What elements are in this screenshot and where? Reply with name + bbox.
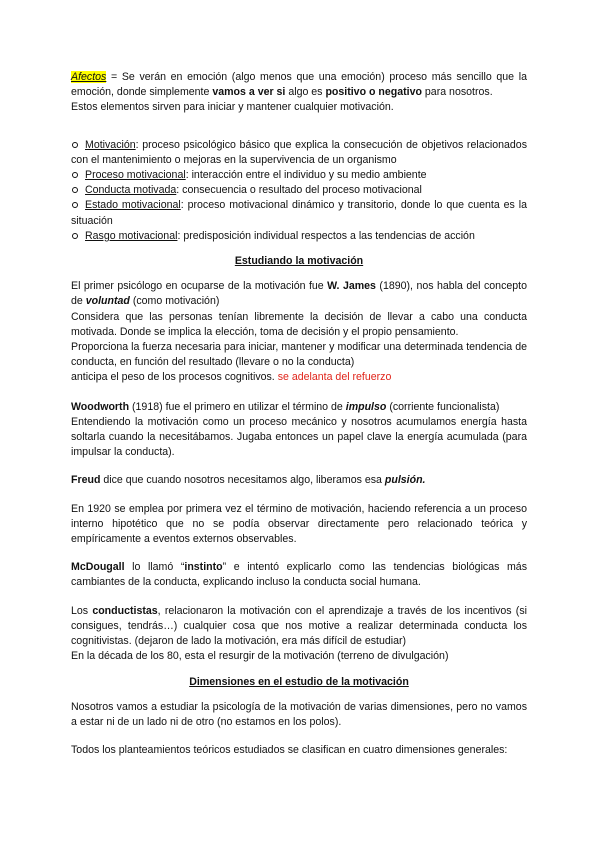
paragraph: Considera que las personas tenían libremente la decisión de llevar a cabo una conducta motivada. Donde se implica la elección, toma de decisión y el propio pensamiento. (71, 310, 527, 338)
section-heading: Estudiando la motivación (234, 255, 364, 268)
document-page (71, 70, 527, 758)
red-note: se adelanta del refuerzo (277, 371, 392, 384)
bullet-icon (71, 201, 79, 209)
bullet-icon (71, 232, 79, 240)
bullet-icon (71, 186, 79, 194)
bullet-item: Proceso motivacional: interacción entre el individuo y su medio ambiente (71, 168, 527, 183)
bullet-icon (71, 171, 79, 179)
paragraph: En la década de los 80, esta el resurgir de la motivación (terreno de divulgación) (71, 650, 449, 663)
james-paragraph: El primer psicólogo en ocuparse de la motivación fue W. James (1890), nos habla del concepto de voluntad (como motivación) (71, 280, 527, 308)
woodworth-paragraph: Woodworth (1918) fue el primero en utilizar el término de impulso (corriente funcionalista) (71, 400, 500, 413)
paragraph: Entendiendo la motivación como un proceso mecánico y nosotros acumulamos energía hasta soltarla cuando la necesitábamos. Jugaba entonces un papel clave la energía acumulada (para impulsar la conducta). (71, 415, 527, 459)
bullet-item: Rasgo motivacional: predisposición individual respectos a las tendencias de acción (71, 229, 527, 244)
section-heading: Dimensiones en el estudio de la motivación (189, 675, 409, 688)
paragraph: anticipa el peso de los procesos cognitivos. se adelanta del refuerzo (71, 371, 392, 384)
conductistas-paragraph: Los conductistas, relacionaron la motivación con el aprendizaje a través de los incentivos (si consigues, tendrás…) cualquier cosa que nos motive a realizar determinada conducta los cognitivistas. (dejaron de lado la motivación, era más difícil de estudiar) (71, 604, 527, 648)
paragraph: Todos los planteamientos teóricos estudiados se clasifican en cuatro dimensiones generales: (71, 744, 508, 757)
paragraph: Proporciona la fuerza necesaria para iniciar, mantener y modificar una determinada tendencia de conducta, en función del resultado (llevare o no la conducta) (71, 341, 527, 369)
paragraph: Nosotros vamos a estudiar la psicología de la motivación de varias dimensiones, pero no vamos a estar ni de un lado ni de otro (no estamos en los polos). (71, 700, 527, 728)
bullet-item: Motivación: proceso psicológico básico que explica la consecución de objetivos relacionados con el mantenimiento o mejoras en la supervivencia de un organismo (71, 138, 527, 166)
afectos-paragraph: Afectos = Se verán en emoción (algo menos que una emoción) proceso más sencillo que la emoción, donde simplemente vamos a ver si algo es positivo o negativo para nosotros. (71, 71, 527, 99)
afectos-line2: Estos elementos sirven para iniciar y mantener cualquier motivación. (71, 101, 394, 114)
mcdougall-paragraph: McDougall lo llamó “instinto” e intentó explicarlo como las tendencias biológicas más cambiantes de la conducta, explicando incluso la conducta social humana. (71, 561, 527, 589)
bullet-item: Conducta motivada: consecuencia o resultado del proceso motivacional (71, 183, 527, 198)
bullet-icon (71, 141, 79, 149)
freud-paragraph: Freud dice que cuando nosotros necesitamos algo, liberamos esa pulsión. (71, 474, 426, 487)
paragraph: En 1920 se emplea por primera vez el término de motivación, haciendo referencia a un proceso interno hipotético que no se podía observar directamente pero relacionado teórica y empíricamente a eventos externos observables. (71, 502, 527, 546)
bullet-item: Estado motivacional: proceso motivacional dinámico y transitorio, donde lo que cuenta es la situación (71, 199, 527, 227)
afectos-term: Afectos (71, 71, 107, 83)
